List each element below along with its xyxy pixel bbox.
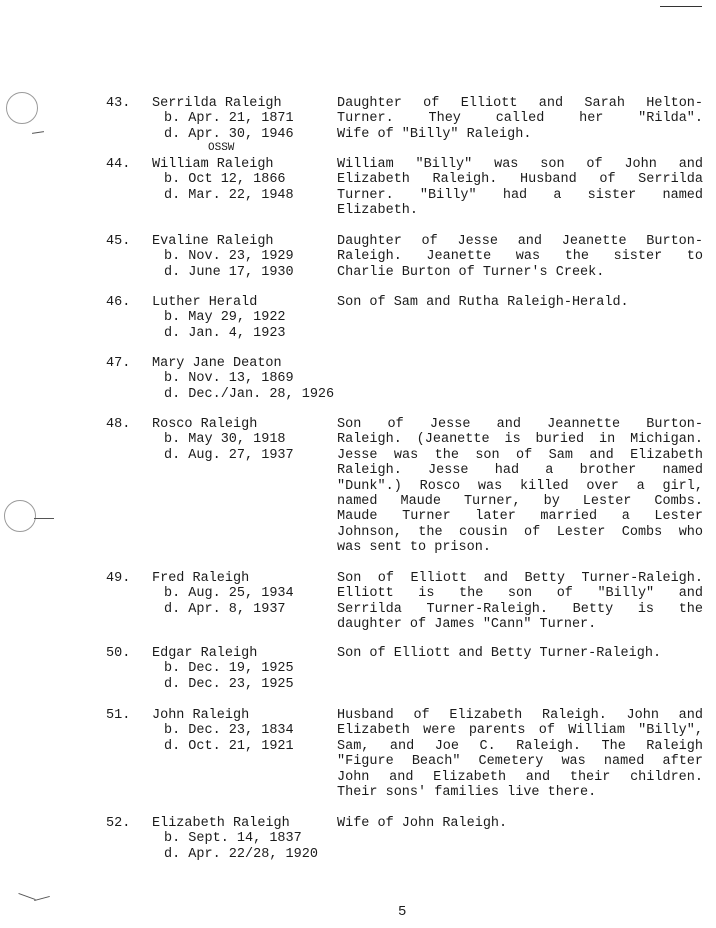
death-date: d. Dec./Jan. 28, 1926 (164, 386, 335, 402)
description-line: Son of Jesse and Jeannette Burton- (337, 417, 703, 432)
description-line: Serrilda Turner-Raleigh. Betty is the (337, 601, 703, 617)
entry-number: 44. (106, 157, 131, 172)
entry-number: 51. (106, 708, 131, 723)
description-line: Son of Elliott and Betty Turner-Raleigh. (337, 646, 662, 661)
description-line: Maude Turner later married a Lester (337, 509, 703, 525)
description-line: Turner. They called her "Rilda". (337, 111, 703, 127)
death-date: d. Dec. 23, 1925 (164, 676, 294, 692)
entry-description (337, 295, 703, 310)
person-name: Edgar Raleigh (152, 646, 258, 661)
punch-hole-mark (4, 500, 36, 532)
death-date: d. Aug. 27, 1937 (164, 447, 294, 463)
entry-number: 43. (106, 96, 131, 111)
death-date: d. Mar. 22, 1948 (164, 187, 294, 203)
person-name: Rosco Raleigh (152, 417, 258, 432)
scan-mark (34, 518, 54, 519)
person-name: Elizabeth Raleigh (152, 816, 290, 831)
description-line: Raleigh. Jesse had a brother named (337, 463, 703, 479)
death-date: d. Oct. 21, 1921 (164, 738, 294, 754)
person-name: John Raleigh (152, 708, 250, 723)
death-date: d. Jan. 4, 1923 (164, 325, 286, 341)
description-line: Husband of Elizabeth Raleigh. John and (337, 708, 703, 723)
entry-name-dates (152, 356, 334, 402)
scan-mark (32, 131, 44, 134)
person-name: Fred Raleigh (152, 571, 250, 586)
birth-date: b. Dec. 19, 1925 (164, 661, 294, 677)
entry-number: 47. (106, 356, 131, 371)
person-name: Luther Herald (152, 295, 258, 310)
entry-name-dates (152, 157, 294, 203)
entry-description (337, 646, 703, 661)
description-line: Charlie Burton of Turner's Creek. (337, 264, 605, 280)
entry-description (337, 96, 703, 142)
death-date: d. Apr. 22/28, 1920 (164, 846, 318, 862)
description-line: Elizabeth. (337, 203, 419, 219)
birth-date: b. Dec. 23, 1834 (164, 723, 294, 739)
entry-note: OSSW (208, 142, 235, 155)
description-line: daughter of James "Cann" Turner. (337, 617, 597, 633)
entry-description (337, 234, 703, 280)
description-line: Son of Elliott and Betty Turner-Raleigh. (337, 571, 703, 586)
death-date: d. Apr. 30, 1946 (164, 126, 294, 142)
description-line: Son of Sam and Rutha Raleigh-Herald. (337, 295, 629, 310)
entry-name-dates (152, 708, 294, 754)
birth-date: b. Nov. 13, 1869 (164, 371, 294, 387)
entry-number: 49. (106, 571, 131, 586)
description-line: Johnson, the cousin of Lester Combs who (337, 524, 703, 540)
description-line: "Figure Beach" Cemetery was named after (337, 754, 703, 770)
entry-number: 46. (106, 295, 131, 310)
description-line: Wife of "Billy" Raleigh. (337, 126, 532, 142)
description-line: Elizabeth Raleigh. Husband of Serrilda (337, 172, 703, 188)
scan-mark (34, 896, 50, 901)
description-line: Sam, and Joe C. Raleigh. The Raleigh (337, 738, 703, 754)
entry-description (337, 157, 703, 219)
description-line: Elliott is the son of "Billy" and (337, 586, 703, 602)
person-name: Evaline Raleigh (152, 234, 274, 249)
birth-date: b. Apr. 21, 1871 (164, 111, 294, 127)
entry-name-dates (152, 295, 286, 341)
entry-name-dates (152, 571, 294, 617)
entry-name-dates (152, 816, 318, 862)
entry-name-dates (152, 96, 294, 154)
death-date: d. June 17, 1930 (164, 264, 294, 280)
entry-name-dates (152, 234, 294, 280)
birth-date: b. May 29, 1922 (164, 310, 286, 326)
entry-description (337, 417, 703, 556)
entry-number: 48. (106, 417, 131, 432)
entry-number: 45. (106, 234, 131, 249)
entry-number: 52. (106, 816, 131, 831)
birth-date: b. May 30, 1918 (164, 432, 286, 448)
entry-name-dates (152, 417, 294, 463)
description-line: Raleigh. (Jeanette is buried in Michigan. (337, 432, 703, 448)
top-rule (660, 6, 702, 7)
entry-description (337, 571, 703, 633)
death-date: d. Apr. 8, 1937 (164, 601, 286, 617)
description-line: named Maude Turner, by Lester Combs. (337, 494, 703, 510)
description-line: Elizabeth were parents of William "Billy", (337, 723, 703, 739)
description-line: Turner. "Billy" had a sister named (337, 187, 703, 203)
description-line: Wife of John Raleigh. (337, 816, 508, 831)
scan-mark (18, 893, 35, 900)
entry-name-dates (152, 646, 294, 692)
entry-description (337, 816, 703, 831)
description-line: was sent to prison. (337, 540, 491, 556)
birth-date: b. Oct 12, 1866 (164, 172, 286, 188)
description-line: Their sons' families live there. (337, 785, 597, 801)
description-line: Daughter of Jesse and Jeanette Burton- (337, 234, 703, 249)
description-line: Raleigh. Jeanette was the sister to (337, 249, 703, 265)
punch-hole-mark (6, 92, 38, 124)
entry-number: 50. (106, 646, 131, 661)
entry-description (337, 708, 703, 800)
description-line: Daughter of Elliott and Sarah Helton- (337, 96, 703, 111)
description-line: Jesse was the son of Sam and Elizabeth (337, 447, 703, 463)
birth-date: b. Aug. 25, 1934 (164, 586, 294, 602)
person-name: Mary Jane Deaton (152, 356, 282, 371)
description-line: William "Billy" was son of John and (337, 157, 703, 172)
person-name: William Raleigh (152, 157, 274, 172)
description-line: "Dunk".) Rosco was killed over a girl, (337, 478, 703, 494)
description-line: John and Elizabeth and their children. (337, 769, 703, 785)
page-number: 5 (398, 904, 407, 920)
birth-date: b. Nov. 23, 1929 (164, 249, 294, 265)
birth-date: b. Sept. 14, 1837 (164, 831, 302, 847)
person-name: Serrilda Raleigh (152, 96, 282, 111)
